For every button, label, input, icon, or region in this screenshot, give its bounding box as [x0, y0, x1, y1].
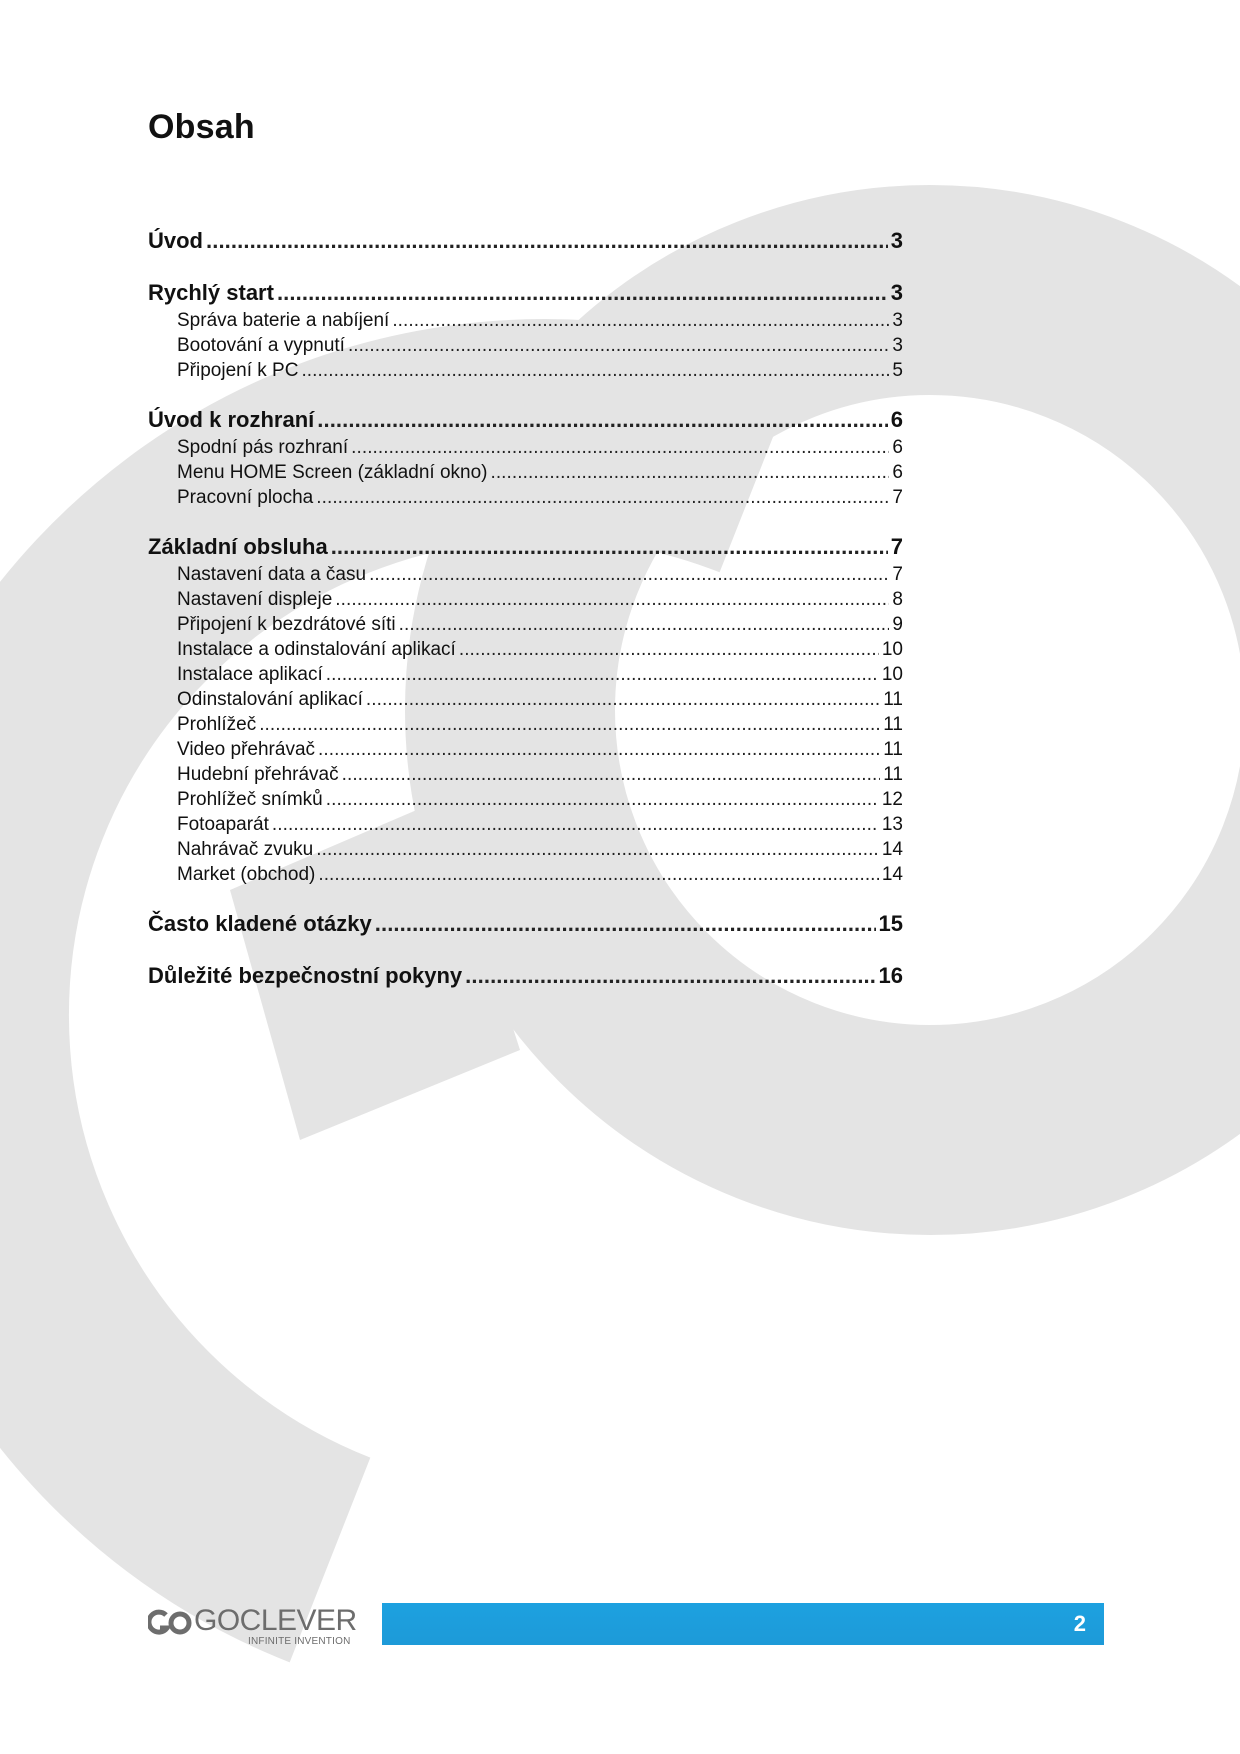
toc-subentry[interactable] — [148, 564, 903, 589]
toc-entry-page: 7 — [892, 487, 903, 508]
toc-entry-page: 14 — [881, 839, 903, 860]
toc-entry-page: 10 — [881, 639, 903, 660]
toc-entry-label: Nahrávač zvuku — [177, 839, 314, 860]
toc-entry-page: 12 — [881, 789, 903, 810]
toc-entry-label: Důležité bezpečnostní pokyny — [148, 963, 463, 988]
toc-entry-label: Připojení k bezdrátové síti — [177, 614, 396, 635]
toc-dot-leader — [342, 764, 881, 786]
toc-entry-label: Prohlížeč snímků — [177, 789, 323, 810]
toc-dot-leader — [375, 911, 876, 937]
toc-entry-label: Instalace a odinstalování aplikací — [177, 639, 456, 660]
toc-entry-label: Instalace aplikací — [177, 664, 323, 685]
toc-subentry[interactable] — [148, 462, 903, 487]
toc-section — [148, 911, 903, 941]
toc-subentry[interactable] — [148, 639, 903, 664]
toc-entry-label: Základní obsluha — [148, 534, 328, 559]
toc-dot-leader — [399, 614, 890, 636]
toc-entry-page: 6 — [890, 407, 903, 432]
goclever-logo — [148, 1604, 368, 1652]
toc-subentry[interactable] — [148, 664, 903, 689]
toc-entry-label: Hudební přehrávač — [177, 764, 339, 785]
toc-section — [148, 280, 903, 385]
toc-entry-page: 16 — [878, 963, 903, 988]
toc-dot-leader — [348, 335, 889, 357]
toc-subentry[interactable] — [148, 614, 903, 639]
toc-entry-label: Video přehrávač — [177, 739, 316, 760]
toc-dot-leader — [206, 228, 888, 254]
brand-name: GOCLEVER — [194, 1604, 357, 1637]
toc-subentry[interactable] — [148, 360, 903, 385]
toc-subentry[interactable] — [148, 739, 903, 764]
toc-entry-label: Nastavení displeje — [177, 589, 333, 610]
brand-tagline: INFINITE INVENTION — [248, 1636, 351, 1647]
toc-dot-leader — [301, 360, 889, 382]
toc-entry-page: 11 — [883, 764, 903, 785]
toc-entry-page: 3 — [890, 228, 903, 253]
toc-entry-page: 3 — [892, 335, 903, 356]
toc-dot-leader — [459, 639, 879, 661]
toc-entry-page: 11 — [883, 739, 903, 760]
toc-entry-page: 6 — [892, 437, 903, 458]
toc-dot-leader — [272, 814, 879, 836]
toc-entry-label: Bootování a vypnutí — [177, 335, 345, 356]
toc-section — [148, 534, 903, 889]
toc-entry-label: Odinstalování aplikací — [177, 689, 363, 710]
toc-subentry[interactable] — [148, 789, 903, 814]
footer-bar — [382, 1603, 1104, 1645]
toc-entry-page: 6 — [892, 462, 903, 483]
toc-dot-leader — [366, 689, 880, 711]
toc-subentry[interactable] — [148, 714, 903, 739]
toc-entry-page: 11 — [883, 689, 903, 710]
toc-entry-page: 5 — [892, 360, 903, 381]
toc-subentry[interactable] — [148, 839, 903, 864]
toc-entry-label: Rychlý start — [148, 280, 274, 305]
toc-dot-leader — [318, 864, 879, 886]
toc-entry-page: 9 — [892, 614, 903, 635]
toc-entry[interactable] — [148, 407, 903, 437]
toc-entry[interactable] — [148, 911, 903, 941]
page-title: Obsah — [148, 108, 255, 146]
toc-entry-page: 14 — [881, 864, 903, 885]
toc-subentry[interactable] — [148, 310, 903, 335]
toc-entry[interactable] — [148, 534, 903, 564]
toc-entry-page: 15 — [878, 911, 903, 936]
toc-entry-page: 3 — [890, 280, 903, 305]
toc-entry[interactable] — [148, 963, 903, 993]
toc-dot-leader — [331, 534, 888, 560]
toc-dot-leader — [326, 664, 879, 686]
toc-entry-page: 3 — [892, 310, 903, 331]
toc-entry-page: 8 — [892, 589, 903, 610]
toc-subentry[interactable] — [148, 764, 903, 789]
toc-dot-leader — [316, 839, 879, 861]
toc-entry-label: Market (obchod) — [177, 864, 316, 885]
toc-subentry[interactable] — [148, 335, 903, 360]
toc-dot-leader — [351, 437, 889, 459]
toc-dot-leader — [490, 462, 889, 484]
toc-dot-leader — [335, 589, 889, 611]
toc-subentry[interactable] — [148, 487, 903, 512]
toc-section — [148, 228, 903, 258]
toc-dot-leader — [318, 739, 880, 761]
toc-dot-leader — [259, 714, 880, 736]
page-footer — [0, 1600, 1240, 1660]
page-number: 2 — [1073, 1611, 1086, 1636]
toc-entry[interactable] — [148, 228, 903, 258]
toc-entry-label: Úvod k rozhraní — [148, 407, 315, 432]
toc-entry-label: Prohlížeč — [177, 714, 257, 735]
toc-entry-label: Často kladené otázky — [148, 911, 372, 936]
toc-subentry[interactable] — [148, 814, 903, 839]
toc-entry-label: Spodní pás rozhraní — [177, 437, 349, 458]
table-of-contents — [148, 228, 903, 1015]
toc-entry-label: Pracovní plocha — [177, 487, 314, 508]
toc-entry-label: Menu HOME Screen (základní okno) — [177, 462, 488, 483]
toc-entry[interactable] — [148, 280, 903, 310]
toc-dot-leader — [465, 963, 875, 989]
toc-entry-label: Správa baterie a nabíjení — [177, 310, 390, 331]
toc-entry-page: 13 — [881, 814, 903, 835]
toc-entry-label: Úvod — [148, 228, 203, 253]
toc-dot-leader — [326, 789, 879, 811]
toc-entry-label: Fotoaparát — [177, 814, 269, 835]
toc-dot-leader — [277, 280, 888, 306]
toc-subentry[interactable] — [148, 589, 903, 614]
toc-dot-leader — [392, 310, 889, 332]
go-logo-icon — [148, 1608, 192, 1638]
toc-subentry[interactable] — [148, 864, 903, 889]
toc-subentry[interactable] — [148, 437, 903, 462]
toc-section — [148, 407, 903, 512]
toc-dot-leader — [369, 564, 889, 586]
toc-dot-leader — [317, 407, 888, 433]
toc-subentry[interactable] — [148, 689, 903, 714]
toc-entry-page: 11 — [883, 714, 903, 735]
toc-entry-page: 10 — [881, 664, 903, 685]
toc-section — [148, 963, 903, 993]
toc-entry-page: 7 — [890, 534, 903, 559]
toc-entry-label: Nastavení data a času — [177, 564, 367, 585]
toc-dot-leader — [316, 487, 889, 509]
toc-entry-page: 7 — [892, 564, 903, 585]
toc-entry-label: Připojení k PC — [177, 360, 299, 381]
